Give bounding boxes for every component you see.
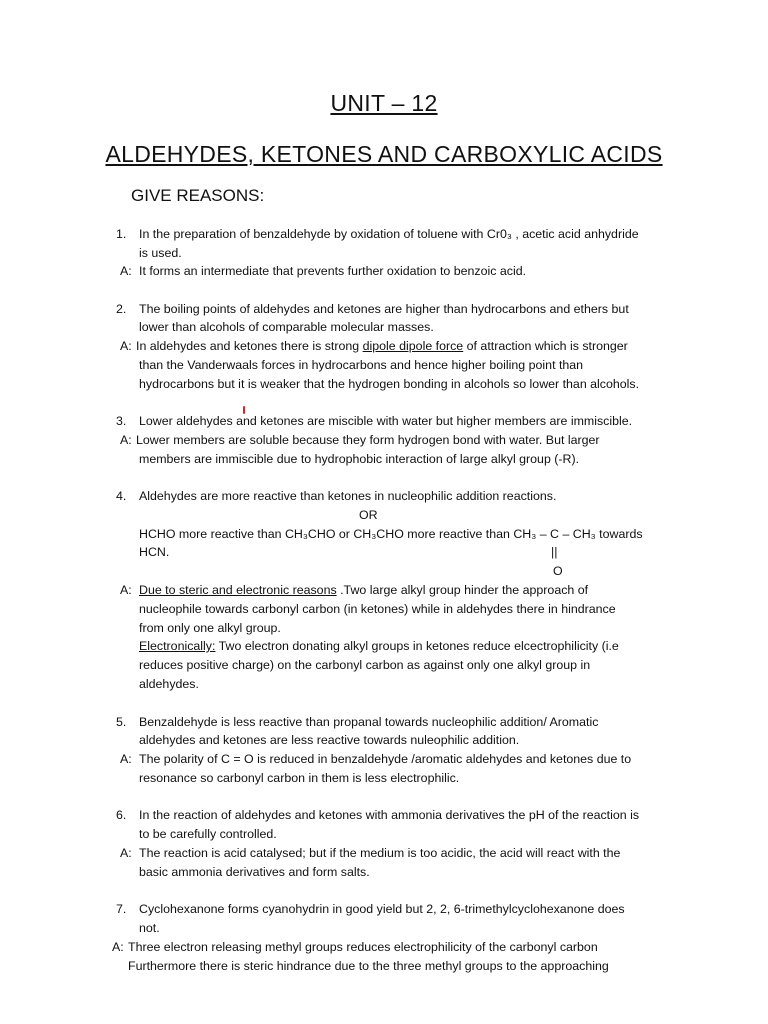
steric-electronic-term: Due to steric and electronic reasons	[139, 583, 337, 597]
double-bond-symbol: ||	[551, 545, 558, 559]
oxygen-symbol: O	[553, 564, 563, 578]
item-number: 6.	[116, 808, 127, 822]
answer-line: Three electron releasing methyl groups reduces electrophilicity of the carbonyl carbon	[128, 940, 598, 954]
answer-text: Two electron donating alkyl groups in ketones reduce elcectrophilicity (i.e	[215, 639, 619, 653]
answer-label: A:	[120, 339, 132, 353]
item-number: 2.	[116, 302, 127, 316]
section-heading: GIVE REASONS:	[131, 186, 265, 205]
answer-label: A:	[120, 846, 132, 860]
answer-line: resonance so carbonyl carbon in them is less electrophilic.	[139, 771, 460, 785]
question-line: Cyclohexanone forms cyanohydrin in good yield but 2, 2, 6-trimethylcyclohexanone does	[139, 902, 625, 916]
answer-line	[139, 637, 619, 656]
question-line: aldehydes and ketones are less reactive towards nuleophilic addition.	[139, 733, 520, 747]
answer-line: reduces positive charge) on the carbonyl carbon as against only one alkyl group in	[139, 658, 591, 672]
question-line: Aldehydes are more reactive than ketones in nucleophilic addition reactions.	[139, 489, 557, 503]
answer-label: A:	[120, 752, 132, 766]
answer-line: Furthermore there is steric hindrance due to the three methyl groups to the approaching	[128, 959, 609, 973]
answer-label: A:	[112, 940, 124, 954]
dipole-force-term: dipole dipole force	[362, 339, 464, 353]
item-number: 1.	[116, 227, 127, 241]
chapter-title: ALDEHYDES, KETONES AND CARBOXYLIC ACIDS	[105, 141, 663, 167]
answer-line: It forms an intermediate that prevents further oxidation to benzoic acid.	[139, 264, 527, 278]
unit-title: UNIT – 12	[330, 90, 438, 116]
question-line: In the preparation of benzaldehyde by oxidation of toluene with Cr0₃ , acetic acid anhydride	[139, 227, 639, 241]
question-line: Benzaldehyde is less reactive than propanal towards nucleophilic addition/ Aromatic	[139, 715, 599, 729]
answer-line: members are immiscible due to hydrophobic interaction of large alkyl group (-R).	[139, 452, 580, 466]
answer-line	[136, 337, 628, 356]
question-line: lower than alcohols of comparable molecular masses.	[139, 320, 434, 334]
question-line: HCHO more reactive than CH₃CHO or CH₃CHO more reactive than CH₃ – C – CH₃ towards	[139, 527, 643, 541]
answer-text: In aldehydes and ketones there is strong	[136, 339, 363, 353]
answer-line: hydrocarbons but it is weaker that the hydrogen bonding in alcohols so lower than alcohols.	[139, 377, 640, 391]
answer-line: from only one alkyl group.	[139, 621, 281, 635]
answer-line	[139, 581, 588, 600]
question-line: not.	[139, 921, 160, 935]
item-number: 7.	[116, 902, 127, 916]
question-line: The boiling points of aldehydes and ketones are higher than hydrocarbons and ethers but	[139, 302, 629, 316]
item-number: 5.	[116, 715, 127, 729]
question-line: to be carefully controlled.	[139, 827, 277, 841]
or-separator: OR	[359, 508, 378, 522]
answer-label: A:	[120, 583, 132, 597]
answer-line: nucleophile towards carbonyl carbon (in ketones) while in aldehydes there in hindrance	[139, 602, 616, 616]
answer-line: The reaction is acid catalysed; but if the medium is too acidic, the acid will react with the	[139, 846, 621, 860]
question-line: Lower aldehydes and ketones are miscible with water but higher members are immiscible.	[139, 414, 633, 428]
answer-label: A:	[120, 264, 132, 278]
answer-line: aldehydes.	[139, 677, 199, 691]
question-line: In the reaction of aldehydes and ketones with ammonia derivatives the pH of the reaction is	[139, 808, 640, 822]
item-number: 4.	[116, 489, 127, 503]
question-line: HCN.	[139, 545, 170, 559]
answer-text: .Two large alkyl group hinder the approach of	[336, 583, 589, 597]
answer-line: than the Vanderwaals forces in hydrocarbons and hence higher boiling point than	[139, 358, 584, 372]
answer-line: The polarity of C = O is reduced in benzaldehyde /aromatic aldehydes and ketones due to	[139, 752, 632, 766]
answer-label: A:	[120, 433, 132, 447]
answer-text: of attraction which is stronger	[463, 339, 628, 353]
question-line: is used.	[139, 246, 182, 260]
answer-line: basic ammonia derivatives and form salts.	[139, 865, 370, 879]
item-number: 3.	[116, 414, 127, 428]
electronically-term: Electronically:	[139, 639, 216, 653]
answer-line: Lower members are soluble because they form hydrogen bond with water. But larger	[136, 433, 600, 447]
